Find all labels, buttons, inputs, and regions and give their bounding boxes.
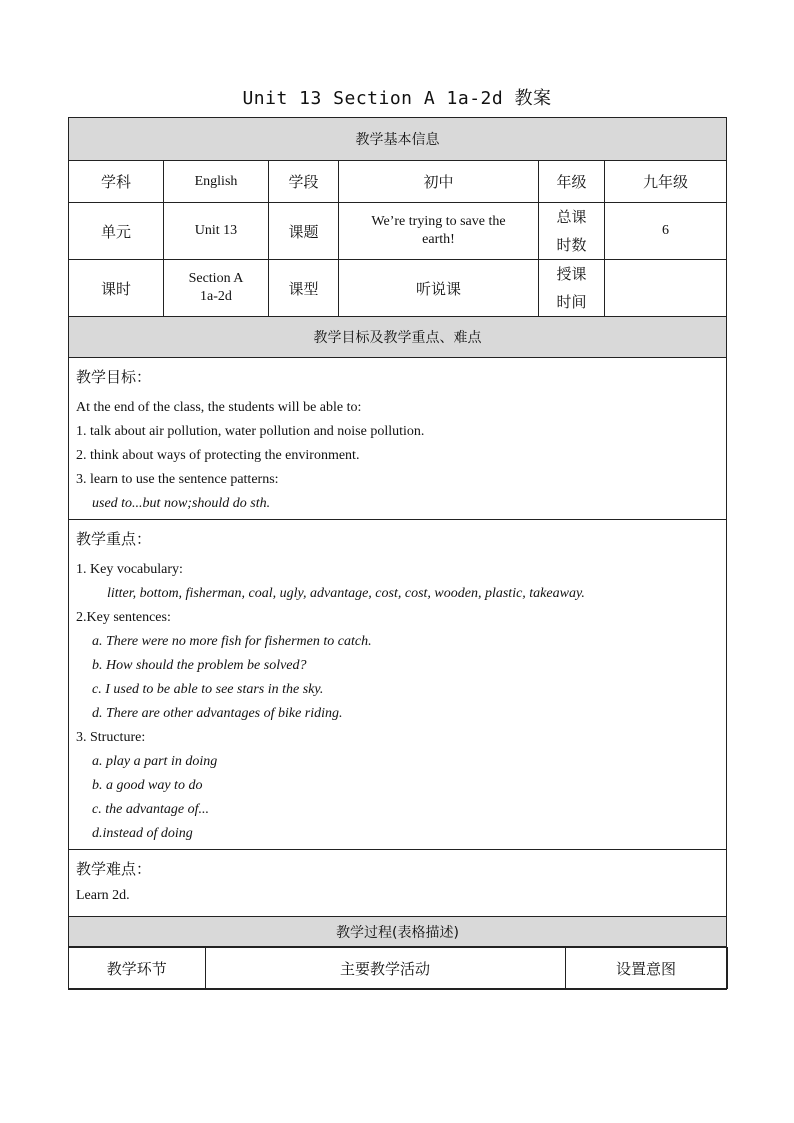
column-design-intent: 设置意图 [565,948,727,989]
column-main-activities: 主要教学活动 [205,948,565,989]
objective-line: 1. talk about air pollution, water pollution and noise pollution. [76,424,425,439]
difficulty-heading: 教学难点： [76,860,152,878]
structure-label: 3. Structure: [76,730,146,745]
teaching-time-line-1: 授课 [556,265,587,283]
column-teaching-stage: 教学环节 [69,948,205,989]
difficulty-cell [69,850,727,917]
process-header: 教学过程(表格描述) [69,917,727,947]
objectives-header: 教学目标及教学重点、难点 [69,317,727,358]
value-grade: 九年级 [605,161,727,203]
total-hours-line-2: 时数 [556,236,587,254]
value-unit: Unit 13 [164,203,269,260]
topic-line-1: We’re trying to save the [371,214,506,229]
value-topic [339,203,539,260]
objectives-heading: 教学目标： [76,368,152,386]
total-hours-line-1: 总课 [556,208,587,226]
lesson-plan-table [68,117,727,990]
label-total-hours [539,203,605,260]
objective-line: 3. learn to use the sentence patterns: [76,472,279,487]
difficulty-text: Learn 2d. [76,888,130,903]
info-row-period [69,260,727,317]
key-sentence: b. How should the problem be solved? [92,658,307,673]
key-points-heading: 教学重点： [76,530,152,548]
label-teaching-time [539,260,605,317]
structure-item: d.instead of doing [92,826,193,841]
basic-info-header: 教学基本信息 [69,118,727,161]
value-teaching-time [605,260,727,317]
structure-item: a. play a part in doing [92,754,218,769]
key-sentence: d. There are other advantages of bike riding. [92,706,343,721]
document-title: Unit 13 Section A 1a-2d 教案 [242,88,552,109]
key-points-cell [69,520,727,850]
vocab-label: 1. Key vocabulary: [76,562,183,577]
vocab-list: litter, bottom, fisherman, coal, ugly, advantage, cost, cost, wooden, plastic, takeaway. [107,586,585,601]
label-period: 课时 [69,260,164,317]
label-lesson-type: 课型 [269,260,339,317]
objective-line: At the end of the class, the students will be able to: [76,400,362,415]
label-unit: 单元 [69,203,164,260]
objectives-cell [69,358,727,520]
process-columns-row [69,947,727,990]
topic-line-2: earth! [422,232,455,247]
value-lesson-type: 听说课 [339,260,539,317]
period-line-2: 1a-2d [200,289,232,304]
structure-item: b. a good way to do [92,778,203,793]
label-grade: 年级 [539,161,605,203]
value-stage: 初中 [339,161,539,203]
label-topic: 课题 [269,203,339,260]
structure-item: c. the advantage of... [92,802,210,817]
objective-line: 2. think about ways of protecting the environment. [76,448,360,463]
info-row-unit [69,203,727,260]
value-total-hours: 6 [605,203,727,260]
objective-pattern: used to...but now;should do sth. [92,496,271,511]
value-subject: English [164,161,269,203]
period-line-1: Section A [188,271,244,286]
label-stage: 学段 [269,161,339,203]
value-period [164,260,269,317]
key-sentence: c. I used to be able to see stars in the sky. [92,682,324,697]
info-row-subject [69,161,727,203]
teaching-time-line-2: 时间 [556,293,587,311]
label-subject: 学科 [69,161,164,203]
key-sentence: a. There were no more fish for fishermen to catch. [92,634,372,649]
sentences-label: 2.Key sentences: [76,610,171,625]
